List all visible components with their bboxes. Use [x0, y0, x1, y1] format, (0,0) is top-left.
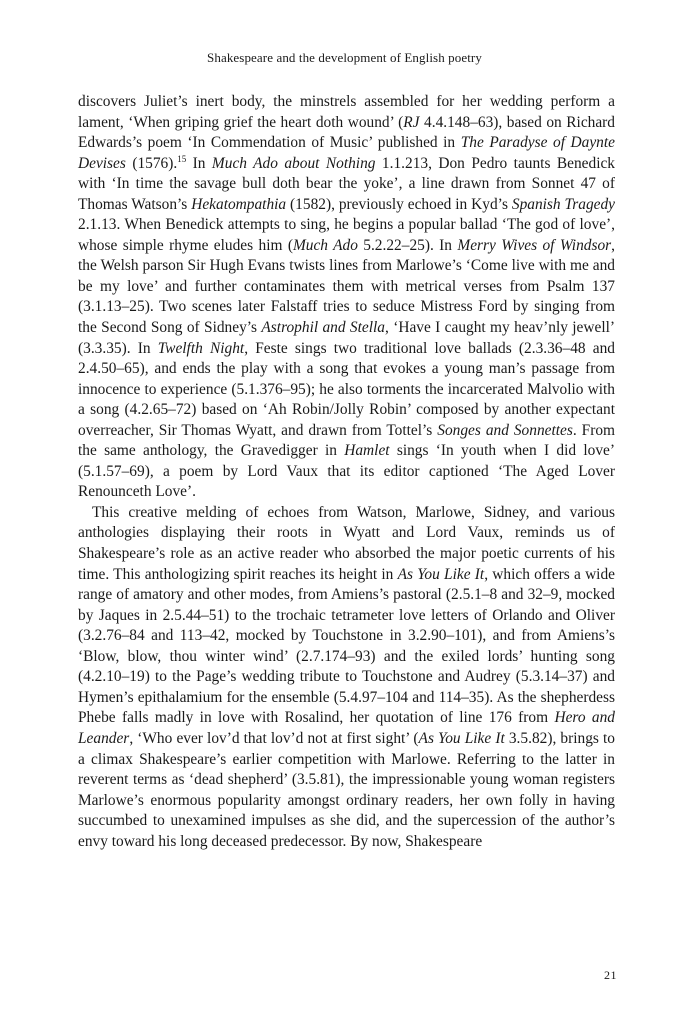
paragraph-1 [78, 92, 615, 503]
italic-title: Merry Wives of Windsor [457, 236, 612, 254]
text-span: In [186, 154, 212, 172]
italic-title: Hekatompathia [191, 195, 287, 213]
italic-title: Twelfth Night [157, 339, 245, 357]
text-span: sings ‘In youth when I did love’ (5.1.57–69), a poem by Lord Vaux that its editor captioned ‘The Aged Lover Renounceth Love’. [78, 442, 615, 501]
footnote-marker: 15 [177, 153, 187, 164]
italic-title: Much Ado about Nothing [211, 154, 376, 172]
text-span: , which offers a wide range of amatory and other modes, from Amiens’s pastoral (2.5.1–8 and 32–9, mocked by Jaques in 2.5.44–51) to the trochaic tetrameter love letters of Orlando and Oliver (3.2.76–84 and 113–42, mocked by Touchstone in 3.2.90–101), and from Amiens’s ‘Blow, blow, thou winter wind’ (2.7.174–93) and the exiled lords’ hunting song (4.2.10–19) to the Page’s wedding tribute to Touchstone and Audrey (5.3.14–37) and Hymen’s epithalamium for the ensemble (5.4.97–104 and 114–35). As the shepherdess Phebe falls madly in love with Rosalind, her quotation of line 176 from [78, 565, 615, 727]
text-span: 4.4.148–63), based on Richard Edwards’s poem ‘In Commendation of Music’ published in [78, 113, 615, 152]
italic-title: Songes and Sonnettes [437, 421, 573, 439]
italic-title: As You Like It [418, 729, 505, 747]
text-span: This creative melding of echoes from Watson, Marlowe, Sidney, and various anthologies displaying their roots in Wyatt and Lord Vaux, reminds us of Shakespeare’s role as an active reader who absorbed the major poetic currents of his time. This anthologizing spirit reaches its height in [78, 503, 615, 583]
text-span: (1576). [125, 154, 178, 172]
text-span: 3.5.82), brings to a climax Shakespeare’s earlier competition with Marlowe. Referring to the latter in reverent terms as ‘dead shepherd’ (3.5.81), the impressionable young woman registers Marlowe’s enormous popularity amongst ordinary readers, her own folly in having succumbed to unexamined impulses as she did, and the supercession of the author’s envy toward his long deceased predecessor. By now, Shakespeare [78, 729, 615, 850]
italic-title: As You Like It [397, 565, 485, 583]
paragraph-2 [78, 503, 615, 852]
italic-title: RJ [403, 113, 420, 131]
text-span: 2.1.13. When Benedick attempts to sing, he begins a popular ballad ‘The god of love’, whose simple rhyme eludes him ( [78, 216, 615, 254]
text-span: , ‘Who ever lov’d that lov’d not at first sight’ ( [129, 729, 419, 747]
text-span: . From the same anthology, the Gravedigger in [78, 421, 616, 460]
text-span: discovers Juliet’s inert body, the minstrels assembled for her wedding perform a lament, ‘When griping grief the heart doth wound’ ( [78, 93, 615, 131]
body-text [78, 92, 615, 852]
italic-title: Much Ado [292, 236, 358, 254]
text-span: (1582), previously echoed in Kyd’s [286, 195, 512, 213]
italic-title: Spanish Tragedy [511, 195, 615, 213]
text-span: , ‘Have I caught my heav’nly jewell’ (3.3.35). In [78, 319, 616, 357]
text-span: , the Welsh parson Sir Hugh Evans twists lines from Marlowe’s ‘Come live with me and be my love’ and further contaminates them with metrical verses from Psalm 137 (3.1.13–25). Two scenes later Falstaff tries to seduce Mistress Ford by singing from the Second Song of Sidney’s [78, 236, 616, 337]
text-span: 1.1.213, Don Pedro taunts Benedick with ‘In time the savage bull doth bear the yoke’, a line drawn from Sonnet 47 of Thomas Watson’s [78, 154, 615, 213]
text-span: 5.2.22–25). In [357, 236, 458, 254]
italic-title: Hamlet [344, 442, 390, 460]
running-head: Shakespeare and the development of English poetry [207, 50, 482, 65]
italic-title: Astrophil and Stella [261, 319, 385, 337]
page-number: 21 [604, 968, 617, 982]
italic-title: The Paradyse of Daynte Devises [78, 134, 615, 172]
text-span: , Feste sings two traditional love ballads (2.3.36–48 and 2.4.50–65), and ends the play with a song that evokes a young man’s passage from innocence to experience (5.1.376–95); he also torments the incarcerated Malvolio with a song (4.2.65–72) based on ‘Ah Robin/Jolly Robin’ composed by another expectant overreacher, Sir Thomas Wyatt, and drawn from Tottel’s [78, 339, 615, 439]
italic-title: Hero and Leander [78, 709, 615, 747]
